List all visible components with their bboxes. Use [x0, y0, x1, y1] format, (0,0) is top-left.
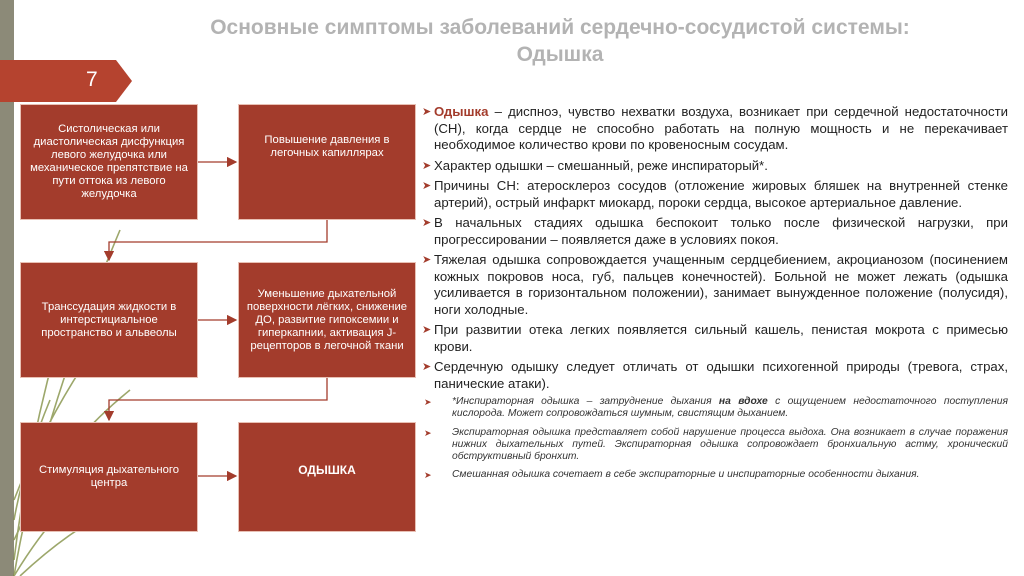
slide-title [120, 14, 1000, 68]
bullet-paragraph [422, 359, 1008, 392]
paragraph-text: Причины СН: атеросклероз сосудов (отложение жировых бляшек на внутренней стенке артерий), острый инфаркт миокард, пороки сердца, высокое артериальное давление. [434, 178, 1008, 210]
paragraph-text: Тяжелая одышка сопровождается учащенным сердцебиением, акроцианозом (посинением кожных покровов носа, губ, пальцев конечностей). Больной не может лежать (одышка усиливается в горизонтальном положении), занимает вынужденное положение (полусидя), ноги холодные. [434, 252, 1008, 317]
arrow-bullet-icon: ➤ [424, 397, 432, 407]
box-text: Систолическая или диастолическая дисфункция левого желудочка или механическое препятствие на пути оттока из левого желудочка [30, 123, 188, 200]
footnote-emphasis: на вдохе [718, 396, 768, 407]
diagram-box-capillary-pressure [238, 104, 416, 220]
title-line-1: Основные симптомы заболеваний сердечно-сосудистой системы: [210, 16, 910, 39]
footnote-text: Смешанная одышка сочетает в себе экспираторные и инспираторные особенности дыхания. [452, 469, 920, 481]
box-text: ОДЫШКА [298, 462, 356, 477]
diagram-box-dyspnea [238, 422, 416, 532]
footnote [422, 396, 1008, 421]
box-text: Повышение давления в легочных капиллярах [264, 134, 390, 159]
text-column [422, 104, 1008, 488]
arrow-bullet-icon: ➤ [424, 470, 432, 481]
footnote-text: с ощущением недостаточного поступления кислорода. Может сопровождаться шумным, свистящим дыханием. [452, 396, 1008, 420]
diagram-box-respiratory-surface [238, 262, 416, 378]
diagram-box-transudation [20, 262, 198, 378]
footnote-text: Экспираторная одышка представляет собой нарушение процесса выдоха. Она возникает в случае поражения нижних дыхательных путей. Экспираторная одышка сопровождает бронхиальную астму, хронический обструктивный бронхит. [452, 426, 1008, 463]
arrow-bullet-icon: ➤ [422, 361, 432, 373]
paragraph-text: При развитии отека легких появляется сильный кашель, пенистая мокрота с примесью крови. [434, 322, 1008, 354]
bullet-paragraph [422, 252, 1008, 318]
box-text: Стимуляция дыхательного центра [38, 464, 180, 489]
arrow-bullet-icon: ➤ [422, 159, 432, 172]
paragraph-text: Характер одышки – смешанный, реже инспираторый*. [434, 157, 768, 173]
footnote [422, 469, 1008, 481]
slide-number: 7 [86, 68, 98, 91]
bullet-paragraph [422, 104, 1008, 154]
box-text: Транссудация жидкости в интерстициальное пространство и альвеолы [41, 300, 177, 339]
footnote [422, 427, 1008, 464]
paragraph-text: – диспноэ, чувство нехватки воздуха, возникает при сердечной недостаточности (СН), когда сердце не способно работать на полную мощность и не перекачивает необходимое количество крови по кровеносным сосудам. [434, 104, 1008, 152]
arrow-bullet-icon: ➤ [424, 427, 432, 438]
box-text: Уменьшение дыхательной поверхности лёгких, снижение ДО, развитие гипоксемии и гиперкапнии, активация J-рецепторов в легочной ткани [246, 287, 408, 352]
paragraph-text: Сердечную одышку следует отличать от одышки психогенной природы (тревога, страх, панические атаки). [434, 359, 1008, 391]
slide-number-tab [0, 60, 132, 102]
bullet-paragraph [422, 322, 1008, 355]
diagram-box-respiratory-center [20, 422, 198, 532]
bullet-paragraph [422, 178, 1008, 211]
arrow-bullet-icon: ➤ [422, 324, 432, 336]
arrow-bullet-icon: ➤ [422, 217, 432, 229]
paragraph-text: В начальных стадиях одышка беспокоит только после физической нагрузки, при прогрессировании – появляется даже в условиях покоя. [434, 215, 1008, 247]
arrow-bullet-icon: ➤ [422, 106, 432, 118]
footnote-text: *Инспираторная одышка – затруднение дыхания [452, 396, 719, 407]
arrow-bullet-icon: ➤ [422, 180, 432, 192]
title-line-2: Одышка [516, 43, 604, 66]
diagram-box-dysfunction [20, 104, 198, 220]
arrow-bullet-icon: ➤ [422, 254, 432, 266]
keyword: Одышка [434, 104, 489, 119]
bullet-paragraph [422, 215, 1008, 248]
bullet-paragraph [422, 158, 1008, 175]
